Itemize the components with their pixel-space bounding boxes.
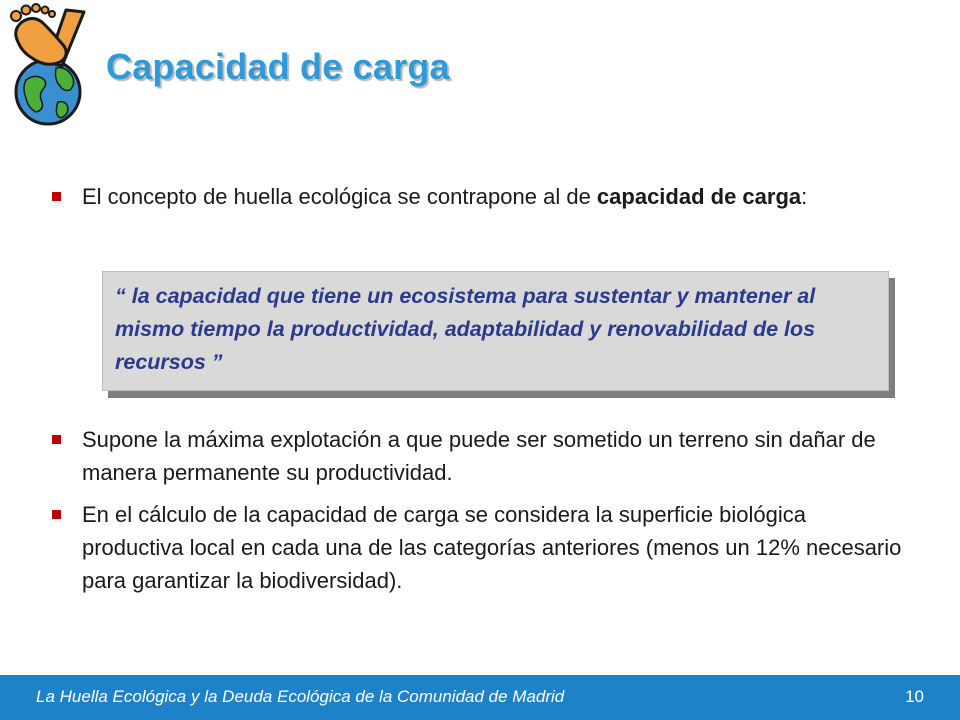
bullet-square-icon xyxy=(52,435,61,444)
definition-quote-box: “ la capacidad que tiene un ecosistema para sustentar y mantener al mismo tiempo la productividad, adaptabilidad y renovabilidad de los recursos ” xyxy=(102,271,889,391)
slide-title: Capacidad de carga xyxy=(106,46,450,87)
bullet-text xyxy=(82,180,902,213)
bullet-item xyxy=(52,180,902,213)
footer-title: La Huella Ecológica y la Deuda Ecológica de la Comunidad de Madrid xyxy=(36,687,565,706)
bullet-item xyxy=(52,498,902,597)
footprint-globe-logo xyxy=(4,2,96,130)
bullet-bold-term: capacidad de carga xyxy=(596,184,802,209)
bullet-text-part: El concepto de huella ecológica se contrapone al de xyxy=(82,184,597,209)
bullet-item xyxy=(52,423,902,489)
bullet-square-icon xyxy=(52,192,61,201)
bullet-text: Supone la máxima explotación a que puede ser sometido un terreno sin dañar de manera permanente su productividad. xyxy=(82,427,876,485)
bullet-square-icon xyxy=(52,510,61,519)
bullet-text: En el cálculo de la capacidad de carga se considera la superficie biológica productiva local en cada una de las categorías anteriores (menos un 12% necesario para garantizar la biodiversidad). xyxy=(82,502,902,593)
bullet-text-part: : xyxy=(801,184,808,209)
footer-bar xyxy=(0,675,960,720)
page-number: 10 xyxy=(905,687,924,706)
